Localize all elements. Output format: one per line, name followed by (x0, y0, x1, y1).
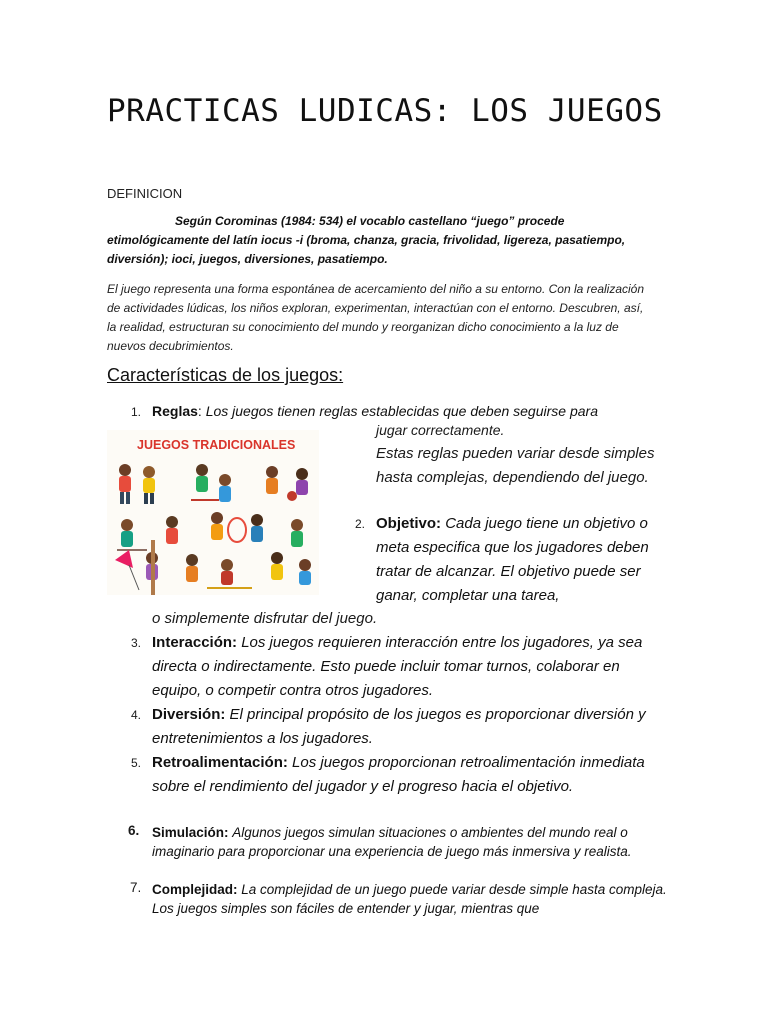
list-number: 4. (131, 708, 142, 722)
item-label: Objetivo: (376, 515, 442, 532)
list-item-objetivo (376, 512, 666, 608)
list-number: 7. (130, 880, 142, 895)
definition-paragraph: Según Corominas (1984: 534) el vocablo castellano “juego” procede etimológicamente del latín iocus -i (broma, chanza, gracia, frivolidad, ligereza, pasatiempo, diversión); ioci, juegos, diversiones, pasatiempo. (107, 214, 626, 266)
characteristics-heading: Características de los juegos: (107, 365, 344, 385)
item-text-continued: o simplemente disfrutar del juego. (152, 610, 378, 627)
list-number: 1. (131, 405, 142, 419)
list-number: 6. (128, 823, 140, 838)
list-number: 3. (131, 636, 142, 650)
item-label: Retroalimentación: (152, 754, 288, 771)
list-item-reglas: Reglas: Los juegos tienen reglas establecidas que deben seguirse para (152, 403, 598, 419)
list-item-simulacion (152, 823, 672, 861)
item-label: Diversión: (152, 706, 226, 723)
item-label: Complejidad: (152, 882, 238, 897)
item-text: El principal propósito de los juegos es proporcionar diversión y entretenimientos a los jugadores. (152, 706, 646, 747)
list-item-retroalimentacion (152, 751, 672, 799)
item-text: Los juegos requieren interacción entre los jugadores, ya sea directa o indirectamente. Esto puede incluir tomar turnos, colaborar en equipo, o competir contra otros jugadores. (152, 634, 643, 699)
item-label: Simulación: (152, 825, 229, 840)
item-text-continued: jugar correctamente. (376, 422, 505, 438)
list-item-complejidad (152, 880, 672, 918)
traditional-games-illustration (107, 430, 319, 595)
item-label: Reglas (152, 403, 198, 419)
section-label: DEFINICION (107, 186, 183, 201)
list-number: 2. (355, 517, 366, 531)
page-title: PRACTICAS LUDICAS: LOS JUEGOS (107, 93, 663, 129)
list-number: 5. (131, 756, 142, 770)
item-text: Los juegos tienen reglas establecidas que deben seguirse para (205, 403, 598, 419)
list-item-interaccion (152, 631, 672, 703)
kids-playing-image (107, 430, 319, 595)
item-text: La complejidad de un juego puede variar desde simple hasta compleja. Los juegos simples son fáciles de entender y jugar, mientras que (152, 882, 667, 916)
item-text: Algunos juegos simulan situaciones o ambientes del mundo real o imaginario para proporcionar una experiencia de juego más inmersiva y realista. (152, 825, 632, 859)
item-text: Cada juego tiene un objetivo o meta especifica que los jugadores deben tratar de alcanzar. El objetivo puede ser ganar, completar una tarea, (376, 515, 649, 604)
item-text-continued: Estas reglas pueden variar desde simples hasta complejas, dependiendo del juego. (376, 445, 655, 486)
item-text: Los juegos proporcionan retroalimentación inmediata sobre el rendimiento del jugador y el progreso hacia el objetivo. (152, 754, 645, 795)
image-title: JUEGOS TRADICIONALES (137, 438, 296, 452)
list-item-diversion (152, 703, 672, 751)
item-label: Interacción: (152, 634, 238, 651)
intro-paragraph: El juego representa una forma espontánea de acercamiento del niño a su entorno. Con la realización de actividades lúdicas, los niños exploran, experimentan, interactúan con el entorno. Descubren, así, la realidad, estructuran su conocimiento del mundo y reorganizan dicho conocimiento a la luz de nuevos decubrimientos. (107, 282, 645, 353)
